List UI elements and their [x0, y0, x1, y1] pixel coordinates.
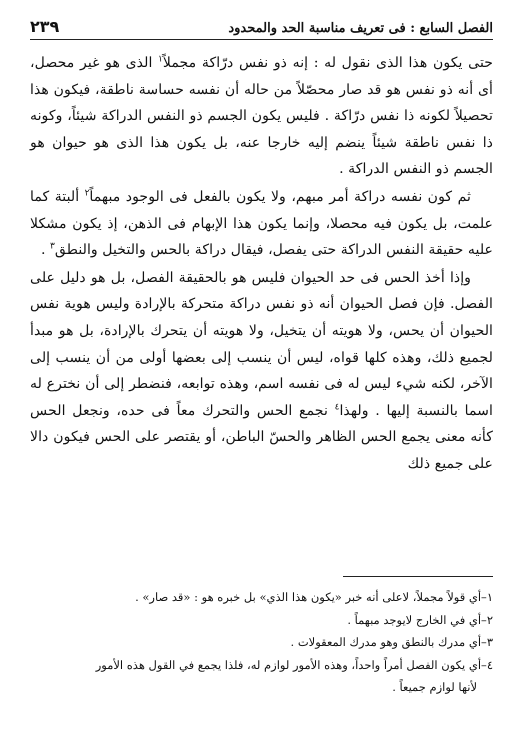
footnote: ٣–أي مدرك بالنطق وهو مدرك المعقولات .	[290, 635, 493, 649]
paragraph	[30, 265, 493, 478]
footnote-reference: ٤	[334, 401, 340, 412]
text-run: الذى هو غير محصل، أى أنه ذو نفس هو قد صار محصّلاً من حاله أن نفسه حساسة ناطقة، فيكون هذا تحصيلاً لكونه ذا نفس درّاكة . فليس يكون الجسم ذو النفس الدراكة شيئاً، وكونه ذا نفس ناطقة شيئاً ينضم إليه خارجا عنه، بل يكون هذا الذى هو حيوان هو الجسم ذو النفس الدراكة .	[30, 55, 493, 178]
paragraph	[30, 50, 493, 183]
footnote: ١–أي قولاً مجملاً، لاعلى أنه خبر «يكون هذا الذي» بل خبره هو : «قد صار» .	[135, 590, 493, 604]
footnote-continuation: لأنها لوازم جميعاً .	[392, 680, 477, 694]
text-run: ثم كون نفسه دراكة أمر مبهم، ولا يكون بالفعل فى الوجود مبهماً	[89, 188, 471, 205]
text-run: حتى يكون هذا الذى نقول له : إنه ذو نفس درّاكة مجملاً	[162, 55, 493, 71]
text-run: نجمع الحس والتحرك معاً فى حده، ونجعل الحس كأنه معنى يجمع الحس الظاهر والحسّ الباطن، أو يقتصر على الحس فيكون دالا على جميع ذلك	[30, 402, 493, 472]
footnote: ٢–أي في الخارج لايوجد مبهماً .	[347, 612, 493, 627]
footnotes	[30, 586, 493, 699]
main-text	[30, 50, 493, 479]
footnote-separator	[343, 576, 493, 577]
text-run: ألبتة كما علمت، بل يكون فيه محصلا، وإنما يكون هذا الإبهام فى الذهن، إذ يكون مشكلا عليه حقيقة النفس الدراكة حتى يفصل، فيقال دراكة بالحس والتخيل والنطق	[30, 188, 493, 259]
paragraph	[30, 184, 493, 264]
page-number: ٢٣٩	[30, 17, 60, 36]
footnote-reference: ٢	[84, 188, 90, 199]
running-header	[30, 10, 493, 40]
footnote-reference: ٣	[50, 241, 55, 252]
text-run: .	[41, 242, 51, 259]
footnote: ٤–أي يكون الفصل أمراً واحداً، وهذه الأمور لوازم له، فلذا يجمع في القول هذه الأمور	[95, 657, 493, 672]
chapter-title: الفصل السابع : فى تعريف مناسبة الحد والمحدود	[228, 21, 493, 36]
text-run: وإذا أخذ الحس فى حد الحيوان فليس هو بالحقيقة الفصل، بل هو دليل على الفصل. فإن فصل الحيوان أنه ذو نفس دراكة متحركة بالإرادة وليس هوية نفس الحيوان أن يحس، ولا هويته أن يتخيل، ولا هويته أن يتحرك بالإرادة، بل هو مبدأ لجميع ذلك، وهذه كلها قواه، ليس أن ينسب إلى بعضها أولى من أن ينسب إلى الآخر، لكنه شيء ليس له فى نفسه اسم، وهذه توابعه، فنضطر إلى أن نخترع له اسما بالنسبة إليها . ولهذا	[30, 269, 493, 419]
footnote-reference: ١	[158, 54, 163, 65]
